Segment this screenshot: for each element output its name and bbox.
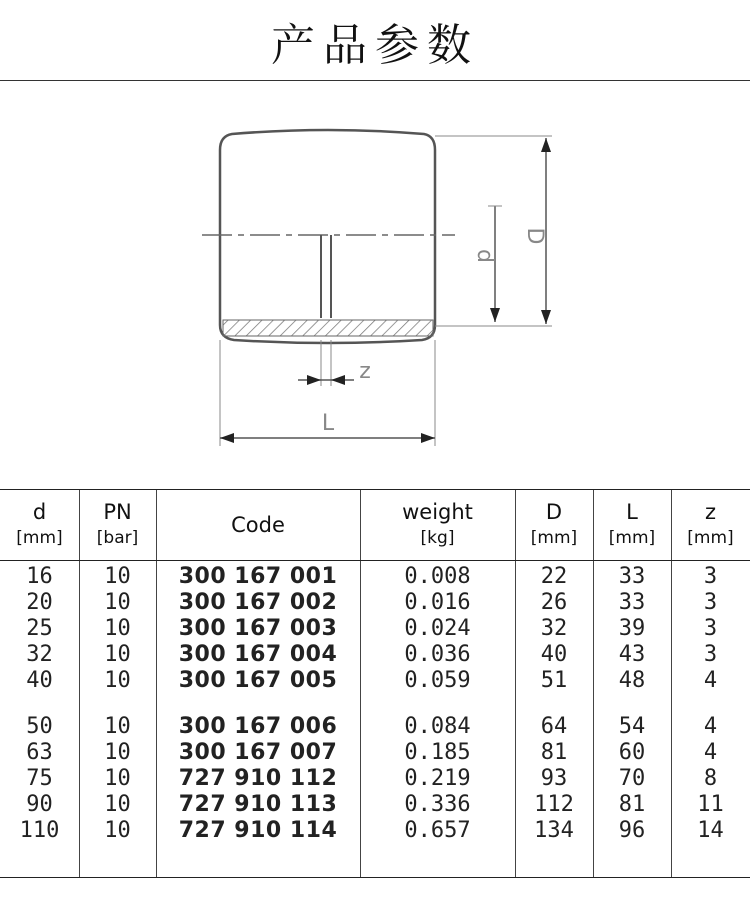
header-label: Code: [231, 513, 285, 537]
header-z: [671, 490, 750, 560]
column-length: [593, 560, 671, 844]
table-cell-z: 4: [703, 668, 718, 693]
table-cell-code: 727 910 112: [178, 766, 338, 791]
table-cell-pn: 10: [104, 766, 131, 791]
table-cell-L: 81: [618, 792, 646, 817]
column-outer-diameter: [515, 560, 593, 844]
table-cell-D: 81: [540, 740, 568, 765]
table-cell-d: 20: [26, 590, 53, 615]
table-cell-pn: 10: [104, 714, 131, 739]
column-pn: [79, 560, 156, 844]
table-cell-z: 8: [703, 766, 718, 791]
table-cell-pn: 10: [104, 668, 131, 693]
table-cell-D: 22: [540, 564, 568, 589]
table-cell-D: 26: [540, 590, 568, 615]
header-label: d: [32, 500, 47, 524]
table-cell-pn: 10: [104, 564, 131, 589]
header-pn: [79, 490, 156, 560]
table-cell-weight: 0.036: [404, 642, 471, 667]
header-label: L: [626, 500, 638, 524]
table-cell-L: 54: [618, 714, 646, 739]
table-cell-code: 300 167 007: [178, 740, 338, 765]
table-cell-d: 25: [26, 616, 53, 641]
table-cell-code: 300 167 001: [178, 564, 338, 589]
header-unit: [mm]: [608, 528, 656, 548]
header-label: PN: [103, 500, 132, 524]
table-cell-weight: 0.219: [404, 766, 471, 791]
table-cell-D: 51: [540, 668, 568, 693]
table-cell-pn: 10: [104, 590, 131, 615]
header-d: [0, 490, 79, 560]
table-cell-z: 3: [703, 642, 718, 667]
table-cell-weight: 0.016: [404, 590, 471, 615]
table-cell-code: 300 167 005: [178, 668, 338, 693]
table-cell-z: 3: [703, 616, 718, 641]
page-title: 产品参数: [271, 20, 479, 71]
table-cell-D: 134: [534, 818, 574, 843]
header-code: [156, 490, 360, 560]
table-cell-d: 90: [26, 792, 53, 817]
table-cell-D: 112: [534, 792, 574, 817]
table-cell-L: 33: [618, 564, 646, 589]
table-cell-code: 300 167 004: [178, 642, 338, 667]
table-cell-weight: 0.084: [404, 714, 471, 739]
header-outer-diameter: [515, 490, 593, 560]
header-label: D: [545, 500, 563, 524]
table-cell-weight: 0.185: [404, 740, 471, 765]
header-unit: [bar]: [96, 528, 139, 548]
table-cell-code: 300 167 003: [178, 616, 338, 641]
table-cell-code: 300 167 002: [178, 590, 338, 615]
table-cell-pn: 10: [104, 792, 131, 817]
table-cell-D: 93: [540, 766, 568, 791]
table-cell-D: 64: [540, 714, 568, 739]
header-weight: [360, 490, 515, 560]
table-cell-z: 3: [703, 564, 718, 589]
table-cell-d: 110: [19, 818, 60, 843]
table-cell-d: 32: [26, 642, 53, 667]
table-cell-weight: 0.059: [404, 668, 471, 693]
header-length: [593, 490, 671, 560]
header-unit: [mm]: [687, 528, 734, 548]
table-cell-code: 727 910 113: [178, 792, 338, 817]
table-cell-weight: 0.336: [404, 792, 471, 817]
column-z: [671, 560, 750, 844]
table-cell-d: 40: [26, 668, 53, 693]
header-label: z: [704, 500, 717, 524]
table-cell-d: 16: [26, 564, 53, 589]
dim-label-L: L: [321, 411, 335, 436]
table-cell-pn: 10: [104, 642, 131, 667]
header-unit: [mm]: [16, 528, 63, 548]
table-cell-d: 75: [26, 766, 53, 791]
column-d: [0, 560, 79, 844]
table-cell-z: 14: [697, 818, 724, 843]
header-unit: [mm]: [530, 528, 578, 548]
table-cell-L: 33: [618, 590, 646, 615]
title-divider: [0, 80, 750, 81]
table-cell-weight: 0.024: [404, 616, 471, 641]
header-unit: [kg]: [420, 528, 455, 548]
table-cell-d: 50: [26, 714, 53, 739]
table-cell-z: 4: [703, 740, 718, 765]
table-cell-L: 96: [618, 818, 646, 843]
spec-table: [0, 489, 750, 878]
table-cell-code: 300 167 006: [178, 714, 338, 739]
pipe-cap-drawing: [190, 120, 570, 460]
table-cell-L: 70: [618, 766, 646, 791]
table-cell-L: 43: [618, 642, 646, 667]
header-label: weight: [402, 500, 473, 524]
table-cell-weight: 0.657: [404, 818, 471, 843]
table-cell-code: 727 910 114: [178, 818, 338, 843]
cap-outline: [220, 130, 435, 343]
column-weight: [360, 560, 515, 844]
column-code: [156, 560, 360, 844]
table-cell-z: 3: [703, 590, 718, 615]
table-cell-pn: 10: [104, 818, 131, 843]
table-cell-d: 63: [26, 740, 53, 765]
table-cell-L: 60: [618, 740, 646, 765]
table-cell-pn: 10: [104, 740, 131, 765]
dim-label-z: z: [359, 359, 371, 384]
table-cell-L: 48: [618, 668, 646, 693]
table-cell-z: 11: [697, 792, 724, 817]
table-cell-pn: 10: [104, 616, 131, 641]
table-cell-L: 39: [618, 616, 646, 641]
dim-label-D: D: [522, 227, 547, 245]
table-cell-D: 40: [540, 642, 568, 667]
table-cell-D: 32: [540, 616, 568, 641]
cap-wall-hatch: [223, 320, 433, 336]
table-cell-weight: 0.008: [404, 564, 471, 589]
table-cell-z: 4: [703, 714, 718, 739]
dim-label-d: d: [472, 249, 497, 263]
